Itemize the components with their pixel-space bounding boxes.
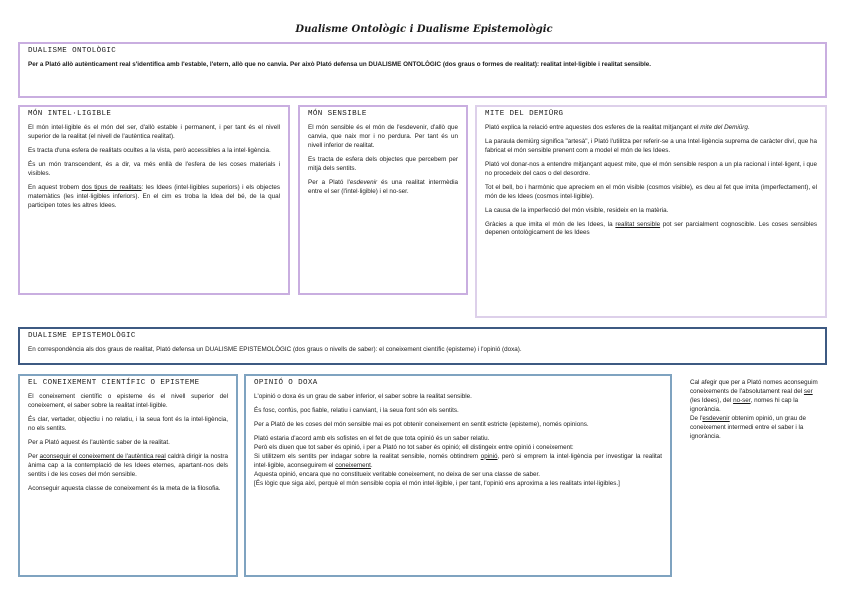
sensible-reality-underline: realitat sensible [615,220,661,228]
episteme-p5: Aconseguir aquesta classe de coneixement és la meta de la filosofia. [28,484,221,492]
doxa-p8: [És lògic que siga així, perquè el món sensible copia el món intel·ligible, i per tant, l'opinió ens aproxima a les realitats intel·ligibles.] [254,479,620,487]
intelligible-p2: Es tracta d'una esfera de realitats ocultes a la vista, però accessibles a la intel·ligència. [28,146,271,154]
myth-p5: La causa de la imperfecció del món visible, resideix en la matèria. [485,206,669,214]
doxa-p7: Aquesta opinió, encara que no constitueix veritable coneixement, no deixa de ser una classe de saber. [254,470,540,478]
ontologic-text: Per a Plató allò autènticament real s'identifica amb l'estable, l'etern, allò que no canvia. Per això Plató defensa un DUALISME ONTOLÒGIC (dos graus o formes de realitat): realitat intel·ligible i realitat sensible. [28,61,652,68]
episteme-p1: El coneixement científic o episteme és el nivell superior del coneixement, el saber sobre la realitat intel·ligible. [28,393,228,409]
sensible-p2: Es tracta de esfera dels objectes que percebem per mitjà dels sentits. [308,155,458,172]
note-p2: De l'esdevenir obtenim opinió, un grau de coneixement intermedi entre el saber i la ignorància. [690,414,807,440]
episteme-p3: Per a Plató aquest és l'autèntic saber de la realitat. [28,438,170,446]
episteme-p4: Per aconseguir el coneixement de l'autèntica real caldrà dirigir la nostra ànima cap a la contemplació de les Idees eternes, apartant-nos dels sentits i de les coses del món sensible. [28,452,228,478]
sensible-p1: El món sensible és el món de l'esdevenir, d'allò que canvia, que naix mor i no perdura. Per tant és un nivell inferior de realitat. [308,124,458,149]
note-p1: Cal afegir que per a Plató nomes aconseguim coneixements de l'absolutament real del ser (les Idees), del no-ser, nomes hi cap la ignorància. [690,379,818,413]
intelligible-world-section [18,105,290,295]
episteme-heading: EL CONEIXEMENT CIENTÍFIC O EPISTEME [28,379,200,387]
doxa-p4: Plató estaria d'acord amb els sofistes en el fet de que tota opinió és un saber relatiu. [254,434,490,442]
doxa-p5: Però els diuen que tot saber és opinió, i per a Plató no tot saber és opinió; ell distingeix entre opinió i coneixement: [254,443,574,451]
epistemologic-heading: DUALISME EPISTEMOLÒGIC [28,332,136,340]
doxa-section [244,374,672,577]
episteme-p2: És clar, vertader, objectiu i no relatiu, i la seua font és la intel·ligència, no els sentits. [28,415,228,432]
doxa-p1: L'opinió o doxa és un grau de saber inferior, el saber sobre la realitat sensible. [254,393,472,400]
intelligible-p4: En aquest trobem dos tipus de realitats: les Idees (intel·ligibles superiors) i els objectes matemàtics (les intel·ligibles inferiors). En el cim es troba la Idea del bé, de la qual participen totes les altres Idees. [28,183,280,209]
doxa-p2: És fosc, confús, poc fiable, relatiu i canviant, i la seua font són els sentits. [254,406,459,414]
doxa-p3: Per a Plató de les coses del món sensible mai es pot obtenir coneixement en sentit estricte (episteme), només opinions. [254,420,589,428]
epistemologic-section [18,327,827,365]
sensible-world-section [298,105,468,295]
sensible-heading: MÓN SENSIBLE [308,110,367,118]
myth-p6: Gràcies a que imita el món de les Idees, la realitat sensible pot ser parcialment cognoscible. Les coses sensibles depenen ontològicament de les Idees [485,220,817,237]
sensible-p3: Per a Plató l'esdevenir és una realitat intermèdia entre el ser (l'intel·ligible) i el no-ser. [308,178,458,195]
knowledge-underline: coneixement [335,461,371,469]
doxa-heading: OPINIÓ O DOXA [254,379,318,387]
doxa-p6: Si utilitzem els sentits per indagar sobre la realitat sensible, només obtindrem opinió, però si emprem la intel·ligència per investigar la realitat intel·ligible, aconseguirem el coneixement. [254,452,662,469]
side-note [680,374,828,514]
opinion-underline: opinió [480,452,498,460]
ontologic-heading: DUALISME ONTOLÒGIC [28,47,117,55]
myth-p2: La paraula demiürg significa "artesà", i Plató l'utilitza per referir-se a una Intel·ligència suprema de caràcter diví, que ha fabricat el món sensible prenent com a model el món de les Idees. [485,137,817,154]
page-title: Dualisme Ontològic i Dualisme Epistemològic [295,24,553,35]
myth-heading: MITE DEL DEMIÜRG [485,110,564,118]
two-types-underline: dos tipus de realitats [81,183,142,191]
ontologic-section [18,42,827,98]
knowledge-underline: aconseguir el coneixement de l'autèntica real [39,452,166,460]
epistemologic-text: En correspondència als dos graus de realitat, Plató defensa un DUALISME EPISTEMOLÒGIC (dos graus o nivells de saber): el coneixement científic (episteme) i l'opinió (doxa). [28,346,522,353]
intelligible-p3: És un món transcendent, és a dir, va més enllà de l'esfera de les coses materials i visibles. [28,160,280,177]
intelligible-heading: MÓN INTEL·LIGIBLE [28,110,112,118]
myth-p4: Tot el bell, bo i harmònic que apreciem en el món visible (cosmos visible), es deu al fet que imita (imperfectament), el món de les Idees (cosmos intel·ligible). [485,183,817,200]
myth-p3: Plató vol donar-nos a entendre mitjançant aquest mite, que el món sensible respon a un pla racional i intel·ligent, i que no procedeix del caos o del desordre. [485,160,817,177]
intelligible-p1: El món intel·ligible és el món del ser, d'allò estable i permanent, i per tant és el nivell superior de la realitat (el nivell de l'autèntica realitat). [28,124,280,140]
episteme-section [18,374,238,577]
demiurge-myth-section [475,105,827,318]
myth-p1: Plató explica la relació entre aquestes dos esferes de la realitat mitjançant el mite del Demiürg. [485,124,750,131]
